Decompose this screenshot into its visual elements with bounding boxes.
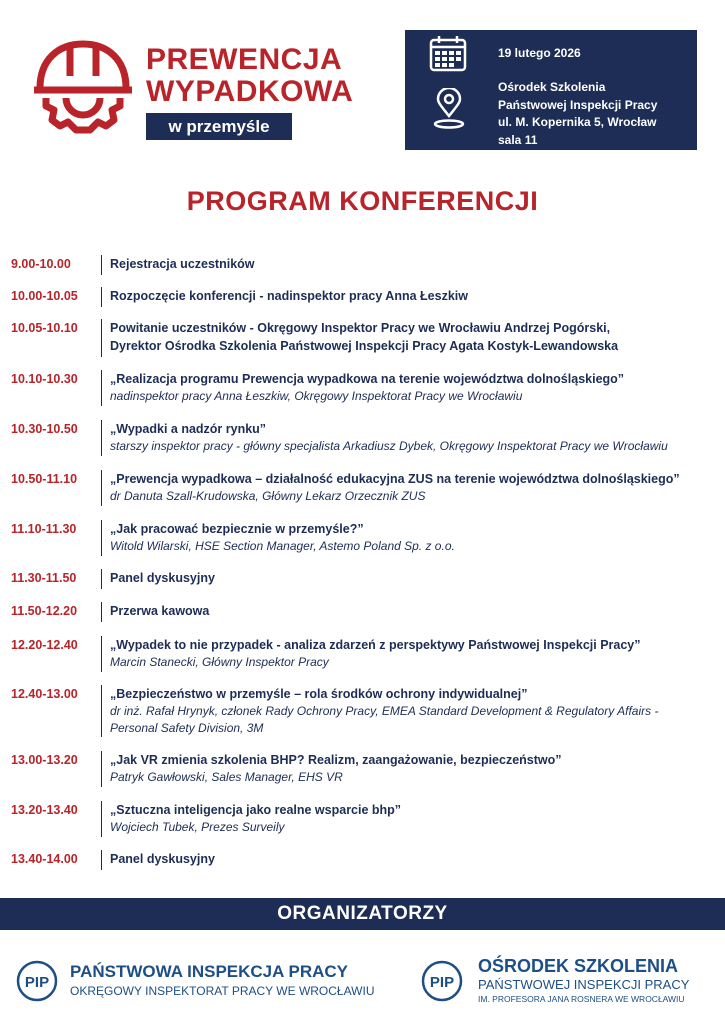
- agenda-divider: [101, 801, 102, 837]
- agenda-divider: [101, 751, 102, 787]
- address-line: Państwowej Inspekcji Pracy: [498, 97, 658, 112]
- agenda-title: „Wypadki a nadzór rynku”: [110, 422, 267, 436]
- agenda-speaker: Witold Wilarski, HSE Section Manager, Astemo Poland Sp. z o.o.: [110, 539, 455, 553]
- logo-line2: WYPADKOWA: [146, 75, 354, 108]
- agenda-speaker: dr Danuta Szall-Krudowska, Główny Lekarz Orzecznik ZUS: [110, 489, 426, 503]
- location-pin-icon: [432, 88, 466, 130]
- agenda-speaker: Marcin Stanecki, Główny Inspektor Pracy: [110, 655, 329, 669]
- agenda-time: 12.40-13.00: [11, 687, 78, 701]
- pip-logo-text: PIP: [24, 974, 50, 991]
- agenda-title: „Sztuczna inteligencja jako realne wsparcie bhp”: [110, 803, 402, 817]
- event-info-box: [405, 30, 697, 150]
- org-os-subname: IM. PROFESORA JANA ROSNERA WE WROCŁAWIU: [478, 994, 685, 1004]
- agenda-divider: [101, 420, 102, 456]
- agenda-title: Rozpoczęcie konferencji - nadinspektor pracy Anna Łeszkiw: [110, 289, 468, 303]
- event-logo-title: [146, 44, 353, 108]
- agenda-title: „Bezpieczeństwo w przemyśle – rola środków ochrony indywidualnej”: [110, 687, 528, 701]
- agenda-time: 13.00-13.20: [11, 753, 78, 767]
- agenda-divider: [101, 370, 102, 406]
- agenda-divider: [101, 287, 102, 307]
- agenda-divider: [101, 520, 102, 556]
- agenda-divider: [101, 569, 102, 589]
- agenda-title: „Prewencja wypadkowa – działalność edukacyjna ZUS na terenie województwa dolnośląskiego”: [110, 472, 680, 486]
- agenda-title: Przerwa kawowa: [110, 604, 210, 618]
- agenda-divider: [101, 602, 102, 622]
- agenda-title: Rejestracja uczestników: [110, 257, 255, 271]
- agenda-title: „Jak VR zmienia szkolenia BHP? Realizm, zaangażowanie, bezpieczeństwo”: [110, 753, 562, 767]
- agenda-time: 10.30-10.50: [11, 422, 78, 436]
- agenda-time: 11.30-11.50: [11, 571, 77, 585]
- agenda-divider: [101, 685, 102, 737]
- agenda-speaker: nadinspektor pracy Anna Łeszkiw, Okręgowy Inspektorat Pracy we Wrocławiu: [110, 389, 523, 403]
- agenda-time: 12.20-12.40: [11, 638, 78, 652]
- agenda-speaker: Patryk Gawłowski, Sales Manager, EHS VR: [110, 770, 343, 784]
- agenda-speaker-cont: Personal Safety Division, 3M: [110, 721, 264, 735]
- agenda-title: Panel dyskusyjny: [110, 852, 215, 866]
- agenda-title: „Wypadek to nie przypadek - analiza zdarzeń z perspektywy Państwowej Inspekcji Pracy”: [110, 638, 641, 652]
- agenda-title: Panel dyskusyjny: [110, 571, 215, 585]
- agenda-time: 13.40-14.00: [11, 852, 78, 866]
- agenda-title: „Realizacja programu Prewencja wypadkowa na terenie województwa dolnośląskiego”: [110, 372, 625, 386]
- address-line: ul. M. Kopernika 5, Wrocław: [498, 115, 657, 129]
- agenda-title-cont: Dyrektor Ośrodka Szkolenia Państwowej Inspekcji Pracy Agata Kostyk-Lewandowska: [110, 339, 619, 353]
- event-address: [498, 79, 657, 149]
- agenda-title: „Jak pracować bezpiecznie w przemyśle?”: [110, 522, 364, 536]
- agenda-time: 10.05-10.10: [11, 321, 78, 335]
- calendar-icon: [429, 35, 467, 73]
- logo-subtitle: w przemyśle: [146, 113, 292, 140]
- agenda-divider: [101, 470, 102, 506]
- agenda-time: 11.50-12.20: [11, 604, 78, 618]
- agenda-time: 10.50-11.10: [11, 472, 78, 486]
- agenda-time: 9.00-10.00: [11, 257, 71, 271]
- os-logo-icon: [421, 960, 463, 1002]
- page-title: PROGRAM KONFERENCJI: [186, 186, 539, 216]
- address-line: Ośrodek Szkolenia: [498, 80, 606, 94]
- agenda-divider: [101, 850, 102, 870]
- agenda-title: Powitanie uczestników - Okręgowy Inspektor Pracy we Wrocławiu Andrzej Pogórski,: [110, 321, 611, 335]
- agenda-divider: [101, 319, 102, 357]
- agenda-time: 13.20-13.40: [11, 803, 78, 817]
- org-os-name2: PAŃSTWOWEJ INSPEKCJI PRACY: [478, 977, 690, 992]
- hard-hat-gear-icon: [28, 30, 138, 138]
- agenda-time: 10.00-10.05: [11, 289, 78, 303]
- agenda-divider: [101, 255, 102, 275]
- org-pip-subname: OKRĘGOWY INSPEKTORAT PRACY WE WROCŁAWIU: [70, 984, 375, 998]
- agenda-speaker: Wojciech Tubek, Prezes Surveily: [110, 820, 285, 834]
- agenda-time: 11.10-11.30: [11, 522, 77, 536]
- agenda-time: 10.10-10.30: [11, 372, 78, 386]
- address-line: sala 11: [498, 132, 538, 147]
- agenda-speaker: starszy inspektor pracy - główny specjalista Arkadiusz Dybek, Okręgowy Inspektorat Pracy we Wrocławiu: [110, 439, 668, 453]
- org-os-name: OŚRODEK SZKOLENIA: [478, 956, 679, 976]
- organizers-heading: ORGANIZATORZY: [0, 898, 725, 930]
- agenda-speaker: dr inż. Rafał Hrynyk, członek Rady Ochrony Pracy, EMEA Standard Development & Regulatory Affairs -: [110, 704, 659, 718]
- pip-logo-icon: [16, 960, 58, 1002]
- logo-line1: PREWENCJA: [146, 43, 343, 76]
- org-pip-name: PAŃSTWOWA INSPEKCJA PRACY: [70, 962, 349, 981]
- os-logo-text: PIP: [429, 974, 455, 991]
- agenda-divider: [101, 636, 102, 672]
- event-date: 19 lutego 2026: [498, 46, 581, 60]
